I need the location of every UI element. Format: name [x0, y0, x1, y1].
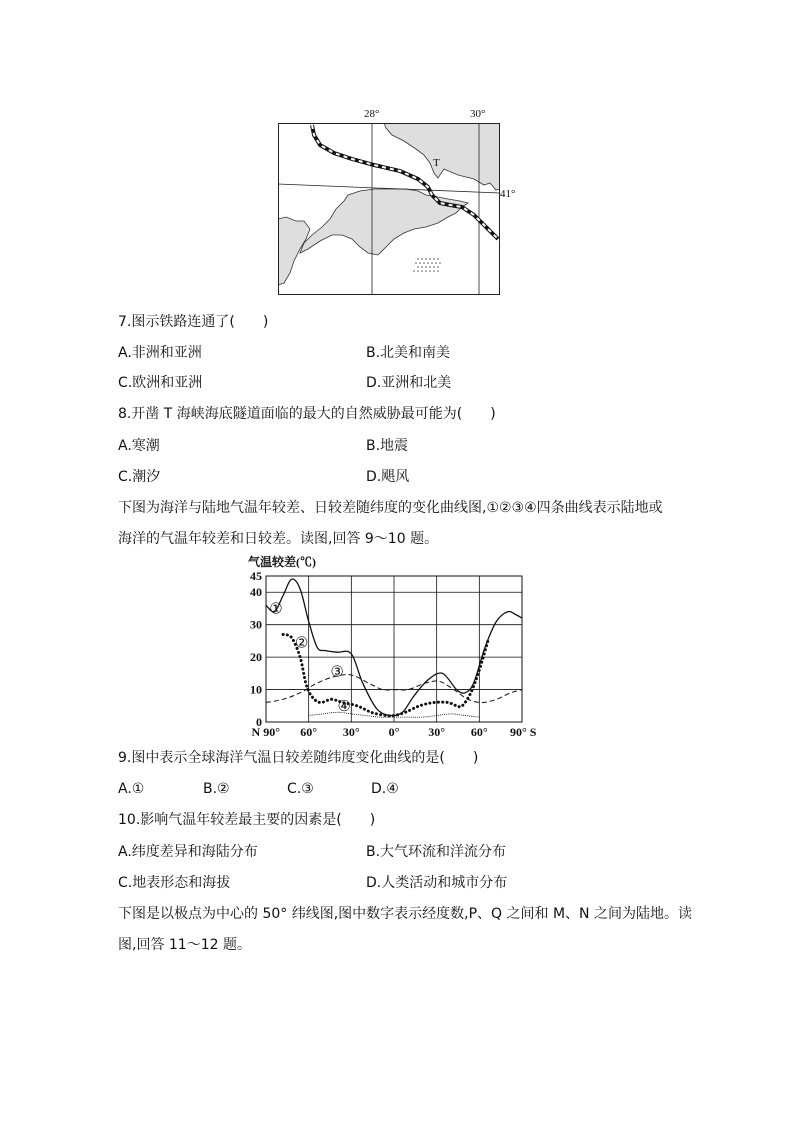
q8-option-b[interactable]: B.地震 [366, 438, 409, 454]
q9-option-c[interactable]: C.③ [287, 781, 314, 797]
map-strait-label: T [433, 157, 440, 169]
q9-option-d[interactable]: D.④ [371, 781, 399, 797]
intro3-line1: 下图是以极点为中心的 50° 纬线图,图中数字表示经度数,P、Q 之间和 M、N 之间为陆地。读 [118, 906, 692, 922]
q7-option-a[interactable]: A.非洲和亚洲 [118, 345, 202, 361]
q7-option-c[interactable]: C.欧洲和亚洲 [118, 375, 203, 391]
series-line-2 [283, 634, 488, 716]
q9-option-b[interactable]: B.② [203, 781, 230, 797]
y-tick-label: 45 [250, 569, 262, 583]
q9-stem: 9.图中表示全球海洋气温日较差随纬度变化曲线的是( ) [118, 750, 479, 766]
x-tick-label: 60° [300, 725, 318, 739]
map-lon-right-label: 30° [470, 108, 486, 120]
y-tick-label: 20 [250, 650, 262, 665]
intro3-line2: 图,回答 11～12 题。 [118, 937, 251, 953]
q7-option-b[interactable]: B.北美和南美 [366, 345, 451, 361]
dotted-area [413, 258, 441, 272]
q10-option-b[interactable]: B.大气环流和洋流分布 [366, 844, 507, 860]
x-tick-label: N 90° [251, 725, 280, 739]
q8-option-a[interactable]: A.寒潮 [118, 438, 160, 454]
temperature-range-chart [240, 552, 560, 742]
chart-ylabel: 气温较差(℃) [248, 555, 316, 569]
q10-option-a[interactable]: A.纬度差异和海陆分布 [118, 844, 258, 860]
q8-option-c[interactable]: C.潮汐 [118, 469, 161, 485]
series-label-4: ④ [337, 698, 351, 715]
q8-option-d[interactable]: D.飓风 [366, 469, 410, 485]
intro2-line2: 海洋的气温年较差和日较差。读图,回答 9～10 题。 [118, 531, 439, 547]
q8-stem: 8.开凿 T 海峡海底隧道面临的最大的自然威胁最可能为( ) [118, 406, 496, 422]
map-lon-left-label: 28° [364, 108, 380, 120]
q7-option-d[interactable]: D.亚洲和北美 [366, 375, 452, 391]
strait-map [278, 123, 500, 295]
q10-option-c[interactable]: C.地表形态和海拔 [118, 875, 231, 891]
series-label-1: ① [269, 601, 283, 618]
q7-stem: 7.图示铁路连通了( ) [118, 314, 269, 330]
series-label-3: ③ [330, 664, 344, 681]
y-tick-label: 40 [250, 585, 262, 600]
marmara-shape [300, 189, 468, 255]
intro2-line1: 下图为海洋与陆地气温年较差、日较差随纬度的变化曲线图,①②③④四条曲线表示陆地或 [118, 500, 663, 516]
y-tick-label: 30 [250, 617, 262, 632]
x-tick-label: 30° [342, 725, 360, 739]
x-tick-label: 30° [428, 725, 446, 739]
y-tick-label: 10 [250, 682, 262, 697]
map-lat-label: 41° [500, 188, 516, 200]
land-south [278, 217, 310, 285]
x-tick-label: 0° [388, 725, 400, 739]
q9-option-a[interactable]: A.① [118, 781, 145, 797]
x-tick-label: 90° S [510, 725, 537, 739]
y-tick-label: 0 [256, 715, 262, 729]
q10-option-d[interactable]: D.人类活动和城市分布 [366, 875, 508, 891]
series-label-2: ② [294, 635, 309, 652]
x-tick-label: 60° [470, 725, 488, 739]
q10-stem: 10.影响气温年较差最主要的因素是( ) [118, 812, 376, 828]
land-north [384, 123, 500, 190]
